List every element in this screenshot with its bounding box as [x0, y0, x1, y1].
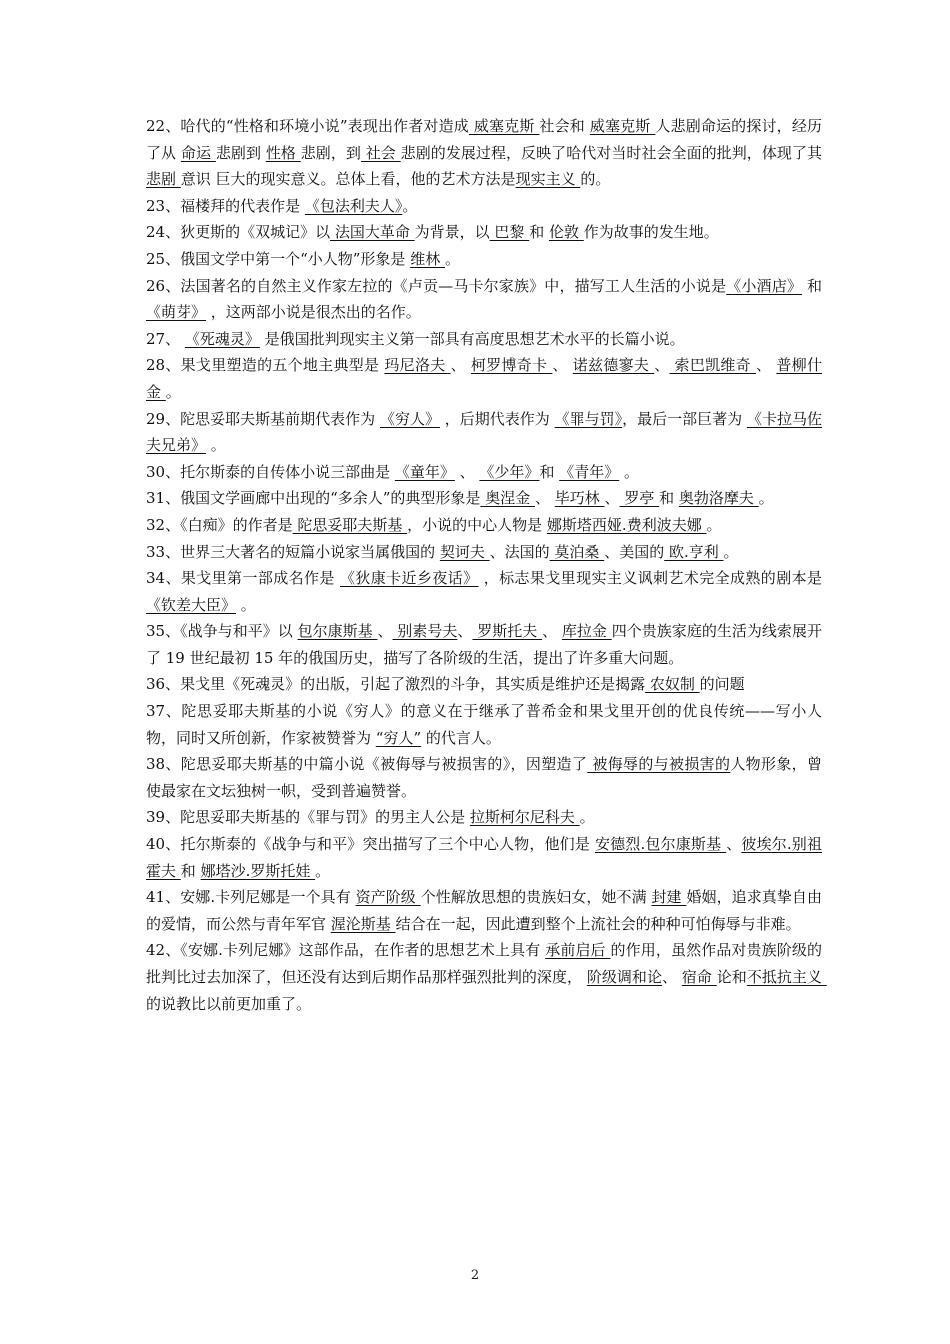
answer-blank: 渥沦斯基 [330, 914, 396, 933]
page-number: 2 [470, 1268, 480, 1283]
question-text: 、 [552, 356, 573, 375]
answer-blank: 宿命 [681, 968, 717, 986]
question-25 [146, 246, 822, 273]
answer-blank: 《罪与罚》 [554, 409, 623, 428]
answer-blank: 莫泊桑 [549, 542, 605, 561]
question-31 [146, 485, 822, 512]
question-text: 。 [236, 595, 256, 614]
answer-blank: 《少年》 [479, 462, 540, 481]
question-text: 婚姻，追求真挚自由的爱情，而公然与青年军官 [146, 888, 822, 933]
answer-blank: 包尔康斯基 [297, 622, 378, 641]
question-28 [146, 352, 822, 405]
question-text: 25、俄国文学中第一个“小人物”形象是 [146, 249, 411, 268]
question-text: 26、法国著名的自然主义作家左拉的《卢贡—马卡尔家族》中，描写工人生活的小说是 [146, 276, 727, 295]
answer-blank: 柯罗博奇卡 [470, 356, 553, 375]
answer-blank: 命运 [180, 143, 216, 162]
question-text: 个性解放思想的贵族妇女，她不满 [420, 888, 652, 907]
question-text: 23、福楼拜的代表作是 [146, 196, 305, 215]
question-text: 悲剧的发展过程，反映了哈代对当时社会全面的批判，体现了其 [400, 143, 827, 162]
question-text: ，后期代表作为 [439, 409, 555, 428]
question-text: 42、《安娜.卡列尼娜》这部作品，在作者的思想艺术上具有 [146, 941, 546, 960]
answer-blank: 别素号夫 [392, 622, 458, 641]
question-text: 、 [454, 462, 480, 481]
answer-blank: 陀思妥耶夫斯基 [292, 515, 408, 534]
question-text: 为背景，以 [414, 223, 490, 242]
question-text: 34、果戈里第一部成名作是 [146, 569, 340, 588]
question-text: 。 [723, 542, 739, 561]
question-35 [146, 618, 822, 671]
answer-blank: 奥涅金 [480, 489, 535, 508]
question-text: 36、果戈里《死魂灵》的出版，引起了激烈的斗争，其实质是维护还是揭露 [146, 675, 646, 694]
question-text: 24、狄更斯的《双城记》以 [146, 223, 331, 242]
question-text: 27、 [146, 329, 185, 348]
answer-blank: 《死魂灵》 [184, 329, 260, 348]
question-text: 的问题 [699, 675, 745, 694]
question-text: 和 [539, 462, 560, 481]
question-text: 。 [165, 382, 181, 401]
answer-blank: 《童年》 [394, 462, 455, 481]
answer-blank: 《卡拉马佐夫兄弟》 [146, 409, 822, 455]
answer-blank: 《包法利夫人》 [304, 196, 403, 215]
question-text: 41、安娜.卡列尼娜是一个具有 [146, 888, 356, 907]
question-text: ，这两部小说是很杰出的名作。 [206, 303, 421, 322]
answer-blank: “穷人” [375, 728, 422, 747]
question-text: 、 [654, 356, 670, 375]
question-text: 37、陀思妥耶夫斯基的小说《穷人》的意义在于继承了普希金和果戈里开创的优良传统——写小人物，同时又所创新，作家被赞誉为 [146, 702, 822, 747]
question-38 [146, 751, 822, 804]
answer-blank: 索巴凯维奇 [669, 356, 757, 375]
question-text: 四个贵族家庭的生活为线索展开了 19 世纪最初 15 年的俄国历史，描写了各阶级的生活，提出了许多重大问题。 [146, 622, 822, 667]
question-text: 和 [802, 276, 827, 295]
answer-blank: 普柳什金 [146, 356, 822, 401]
question-text: 悲剧到 [215, 143, 266, 162]
question-text: 的说教比以前更加重了。 [146, 994, 312, 1013]
question-39 [146, 804, 822, 831]
answer-blank: 社会 [360, 143, 401, 162]
question-text: 的作用，虽然作品对贵族阶级的批判比过去加深了，但还没有达到后期作品那样强烈批判的深度， [146, 941, 822, 986]
answer-blank: 娜斯塔西娅.费利波夫娜 [546, 515, 707, 534]
question-text: 论和 [716, 968, 747, 986]
question-text: 40、托尔斯泰的《战争与和平》突出描写了三个中心人物，他们是 [146, 835, 595, 854]
question-text: 、 [726, 835, 742, 854]
answer-blank: 威塞克斯 [468, 117, 540, 135]
answer-blank: 罗亭 [619, 489, 660, 508]
question-37 [146, 698, 822, 751]
answer-blank: 法国大革命 [330, 223, 415, 242]
answer-blank: 拉斯柯尔尼科夫 [469, 808, 580, 827]
answer-blank: 库拉金 [561, 622, 612, 641]
question-text: 。 [206, 436, 226, 455]
question-text: 、 [756, 356, 777, 375]
question-text: 35、《战争与和平》以 [146, 622, 298, 641]
question-text: 人物形象，曾使最家在文坛独树一帜，受到普遍赞誉。 [146, 755, 822, 800]
question-text: 、 [534, 489, 555, 508]
answer-blank: 维林 [410, 249, 445, 268]
question-text: 22、哈代的“性格和环境小说”表现出作者对造成 [146, 117, 469, 135]
answer-blank: 《萌芽》 [146, 303, 207, 322]
answer-blank: 性格 [265, 143, 301, 162]
question-33 [146, 539, 822, 566]
question-text: 、 [542, 622, 562, 641]
answer-blank: 《青年》 [559, 462, 620, 481]
question-text: 。 [444, 249, 460, 268]
question-text: 。 [706, 515, 722, 534]
question-29 [146, 406, 822, 459]
question-text: 、 [662, 968, 682, 986]
question-text: 悲剧，到 [300, 143, 361, 162]
question-text: 。 [315, 861, 331, 880]
question-text: 、 [450, 356, 471, 375]
question-text: 29、陀思妥耶夫斯基前期代表作为 [146, 409, 380, 428]
answer-blank: 奥勃洛摩夫 [678, 489, 759, 508]
answer-blank: 彼埃尔.别祖霍夫 [146, 835, 822, 880]
question-32 [146, 512, 822, 539]
question-27 [146, 326, 822, 353]
answer-blank: 契诃夫 [439, 542, 490, 561]
question-22 [146, 113, 827, 193]
question-text: 30、托尔斯泰的自传体小说三部曲是 [146, 462, 395, 481]
question-24 [146, 219, 822, 246]
answer-blank: 安德烈.包尔康斯基 [594, 835, 727, 854]
question-text: 32、《白痴》的作者是 [146, 515, 293, 534]
question-text: 是俄国批判现实主义第一部具有高度思想艺术水平的长篇小说。 [259, 329, 685, 348]
answer-blank: 《狄康卡近乡夜话》 [339, 569, 479, 588]
question-text: ，最后一部巨著为 [622, 409, 747, 428]
question-text: 、法国的 [489, 542, 550, 561]
answer-blank: 被侮辱的与被损害的 [587, 755, 731, 774]
answer-blank: 诺兹德寥夫 [572, 356, 655, 375]
question-text: 、 [377, 622, 393, 641]
answer-blank: 《小酒店》 [726, 276, 803, 295]
question-text: 和 [659, 489, 679, 508]
question-text: 。 [579, 808, 595, 827]
answer-blank: 农奴制 [645, 675, 700, 694]
question-text: 33、世界三大著名的短篇小说家当属俄国的 [146, 542, 440, 561]
question-text: ，标志果戈里现实主义讽刺艺术完全成熟的剧本是 [478, 569, 827, 588]
question-text: 人悲剧命运的探讨，经历了从 [146, 117, 822, 162]
question-text: 、 [457, 622, 473, 641]
question-text: 。 [758, 489, 774, 508]
question-text: 和 [180, 861, 201, 880]
question-40 [146, 831, 822, 884]
question-text: 、 [604, 489, 620, 508]
answer-blank: 《穷人》 [379, 409, 440, 428]
answer-blank: 封建 [651, 888, 687, 907]
question-text: 的。 [580, 170, 611, 189]
answer-blank: 承前启后 [545, 941, 611, 960]
question-36 [146, 671, 822, 698]
question-list [146, 113, 827, 1017]
answer-blank: 玛尼洛夫 [384, 356, 451, 375]
question-26 [146, 273, 827, 326]
question-text: 社会和 [539, 117, 590, 135]
question-text: ，小说的中心人物是 [407, 515, 547, 534]
answer-blank: 阶级调和论 [586, 968, 663, 986]
answer-blank: 资产阶级 [355, 888, 421, 907]
question-42 [146, 937, 827, 1017]
question-text: 。 [619, 462, 640, 481]
answer-blank: 不抵抗主义 [746, 968, 827, 986]
question-text: 意识 巨大的现实意义。总体上看，他的艺术方法是 [180, 170, 516, 189]
answer-blank: 娜塔沙.罗斯托娃 [200, 861, 316, 880]
question-text: 38、陀思妥耶夫斯基的中篇小说《被侮辱与被损害的》，因塑造了 [146, 755, 588, 774]
answer-blank: 巴黎 [489, 223, 530, 242]
question-text: 的代言人。 [421, 728, 501, 747]
question-text: 结合在一起，因此遭到整个上流社会的种种可怕侮辱与非难。 [395, 914, 801, 933]
answer-blank: 毕巧林 [554, 489, 605, 508]
answer-blank: 《钦差大臣》 [146, 595, 237, 614]
question-text: 31、俄国文学画廊中出现的“多余人”的典型形象是 [146, 489, 481, 508]
question-text: 和 [529, 223, 549, 242]
question-30 [146, 459, 822, 486]
answer-blank: 现实主义 [515, 170, 581, 189]
answer-blank: 悲剧 [146, 170, 181, 189]
question-23 [146, 193, 822, 220]
question-text: 39、陀思妥耶夫斯基的《罪与罚》的男主人公是 [146, 808, 470, 827]
question-text: 作为故事的发生地。 [583, 223, 719, 242]
answer-blank: 罗斯托夫 [472, 622, 543, 641]
answer-blank: 威塞克斯 [589, 117, 656, 135]
answer-blank: 伦敦 [548, 223, 584, 242]
question-text: 、美国的 [604, 542, 665, 561]
question-text: 28、果戈里塑造的五个地主典型是 [146, 356, 385, 375]
answer-blank: 欧.亨利 [664, 542, 724, 561]
question-text: 。 [402, 196, 418, 215]
question-41 [146, 884, 822, 937]
question-34 [146, 565, 827, 618]
